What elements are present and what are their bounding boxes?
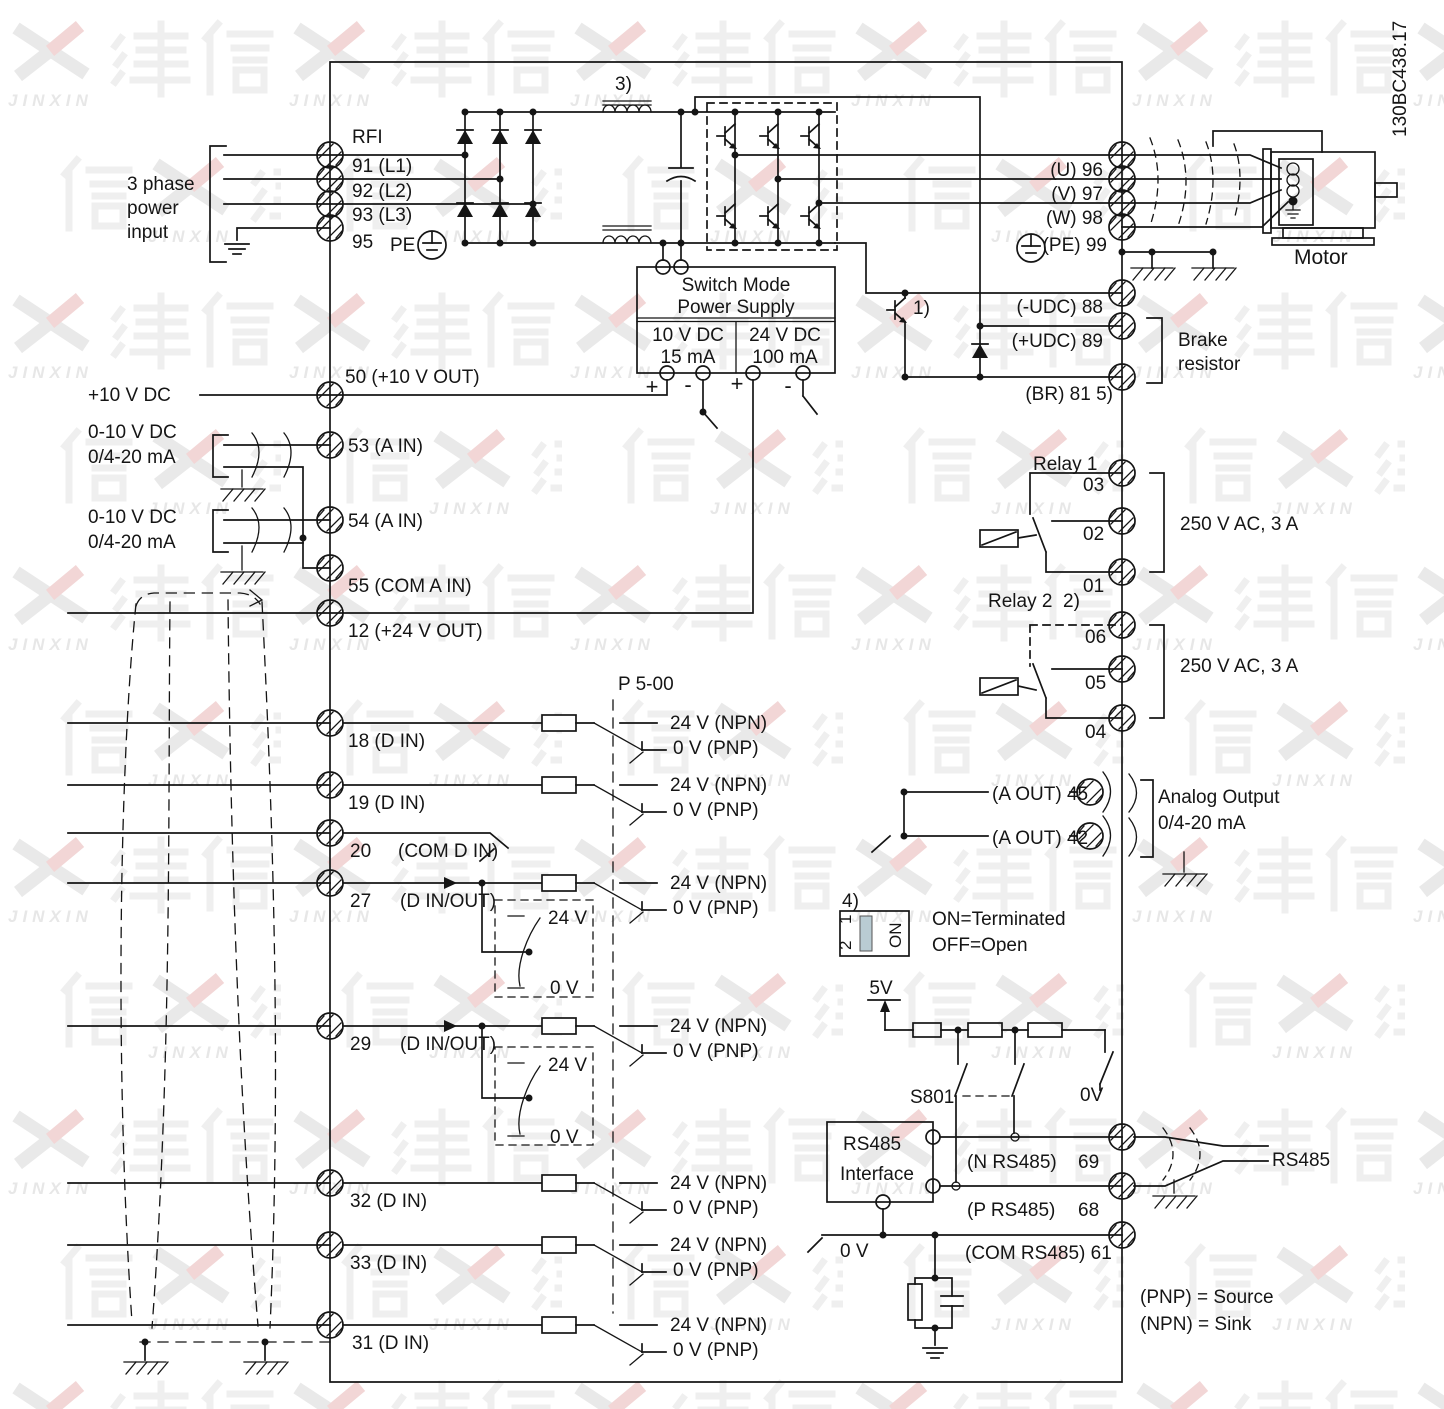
svg-text:15 mA: 15 mA (660, 347, 716, 368)
relay2-coil (980, 678, 1018, 695)
svg-text:24 V (NPN): 24 V (NPN) (670, 1235, 768, 1256)
svg-text:24 V DC: 24 V DC (749, 325, 821, 346)
rs485-bus-label: RS485 (1272, 1150, 1331, 1171)
analog-output-label: Analog Output (1158, 787, 1280, 808)
label-92: 92 (L2) (352, 181, 413, 202)
svg-text:0 V: 0 V (550, 978, 579, 999)
svg-text:68: 68 (1078, 1200, 1100, 1221)
legend-pnp: (PNP) = Source (1140, 1287, 1274, 1308)
svg-text:power: power (127, 198, 179, 219)
label-12: 12 (+24 V OUT) (348, 621, 483, 642)
svg-text:03: 03 (1083, 475, 1105, 496)
label-81: (BR) 81 5) (1025, 384, 1113, 405)
label-20: 20 (350, 841, 372, 862)
pe-symbol-left (418, 231, 446, 259)
relay1-label: Relay 1 (1033, 454, 1098, 475)
label-n-rs485: (N RS485) (967, 1152, 1057, 1173)
svg-text:resistor: resistor (1178, 354, 1241, 375)
svg-text:24 V (NPN): 24 V (NPN) (670, 775, 768, 796)
svg-text:0/4-20 mA: 0/4-20 mA (88, 532, 176, 553)
label-42: (A OUT) 42 (992, 828, 1089, 849)
rfi-label: RFI (352, 127, 383, 148)
svg-text:0 V (PNP): 0 V (PNP) (673, 738, 759, 759)
svg-text:Power Supply: Power Supply (677, 297, 795, 318)
label-95: 95 (352, 232, 374, 253)
smps-title: Switch Mode (681, 275, 791, 296)
label-53: 53 (A IN) (348, 436, 423, 457)
label-p-rs485: (P RS485) (967, 1200, 1056, 1221)
svg-text:24 V (NPN): 24 V (NPN) (670, 873, 768, 894)
svg-text:100 mA: 100 mA (752, 347, 818, 368)
svg-text:-: - (684, 372, 692, 397)
brake-resistor-label: Brake (1178, 330, 1228, 351)
svg-text:0-10 V DC: 0-10 V DC (88, 422, 177, 443)
label-pe: PE (390, 235, 416, 256)
label-96: (U) 96 (1050, 160, 1103, 181)
svg-text:24 V (NPN): 24 V (NPN) (670, 1315, 768, 1336)
svg-text:24 V (NPN): 24 V (NPN) (670, 1016, 768, 1037)
svg-text:24 V: 24 V (548, 908, 588, 929)
label-19: 19 (D IN) (348, 793, 426, 814)
svg-text:69: 69 (1078, 1152, 1100, 1173)
label-29: 29 (350, 1034, 372, 1055)
svg-text:05: 05 (1085, 673, 1107, 694)
svg-text:24 V: 24 V (548, 1055, 588, 1076)
note-1: 1) (913, 298, 930, 319)
rs485-interface-label: RS485 (843, 1134, 902, 1155)
svg-text:0 V (PNP): 0 V (PNP) (673, 1340, 759, 1361)
label-99: (PE) 99 (1042, 235, 1107, 256)
svg-text:0/4-20 mA: 0/4-20 mA (88, 447, 176, 468)
legend-npn: (NPN) = Sink (1140, 1314, 1252, 1335)
svg-text:0/4-20 mA: 0/4-20 mA (1158, 813, 1246, 834)
svg-text:02: 02 (1083, 524, 1105, 545)
label-54: 54 (A IN) (348, 511, 423, 532)
svg-text:0 V (PNP): 0 V (PNP) (673, 1041, 759, 1062)
svg-text:10 V DC: 10 V DC (652, 325, 724, 346)
svg-text:(D IN/OUT): (D IN/OUT) (400, 1034, 497, 1055)
note-2: 2) (1063, 591, 1080, 612)
termination-off-label: OFF=Open (932, 935, 1028, 956)
svg-text:06: 06 (1085, 627, 1107, 648)
label-88: (-UDC) 88 (1016, 297, 1103, 318)
label-93: 93 (L3) (352, 205, 413, 226)
label-33: 33 (D IN) (350, 1253, 428, 1274)
note-3: 3) (615, 74, 632, 95)
label-5v: 5V (869, 978, 893, 999)
svg-text:Interface: Interface (840, 1164, 914, 1185)
svg-text:+: + (730, 371, 744, 396)
svg-text:2: 2 (836, 940, 855, 950)
param-label: P 5-00 (618, 674, 674, 695)
label-97: (V) 97 (1051, 184, 1103, 205)
svg-text:24 V (NPN): 24 V (NPN) (670, 713, 768, 734)
svg-text:04: 04 (1085, 722, 1107, 743)
svg-text:(D IN/OUT): (D IN/OUT) (400, 891, 497, 912)
svg-text:-: - (784, 373, 792, 398)
note-4: 4) (842, 891, 859, 912)
relay1-coil (980, 530, 1018, 547)
label-32: 32 (D IN) (350, 1191, 428, 1212)
label-0v-term: 0V (1080, 1085, 1104, 1106)
label-55: 55 (COM A IN) (348, 576, 472, 597)
label-91: 91 (L1) (352, 156, 413, 177)
label-45: (A OUT) 45 (992, 784, 1089, 805)
pe-symbol-right (1017, 234, 1045, 262)
label-50: 50 (+10 V OUT) (345, 367, 480, 388)
svg-text:+: + (645, 374, 659, 399)
svg-text:01: 01 (1083, 576, 1105, 597)
doc-code: 130BC438.17 (1390, 20, 1411, 137)
svg-text:0 V: 0 V (550, 1127, 579, 1148)
svg-text:0-10 V DC: 0-10 V DC (88, 507, 177, 528)
relay1-rating: 250 V AC, 3 A (1180, 514, 1299, 535)
label-98: (W) 98 (1046, 208, 1103, 229)
svg-text:0 V (PNP): 0 V (PNP) (673, 1260, 759, 1281)
label-31: 31 (D IN) (352, 1333, 430, 1354)
relay2-label: Relay 2 (988, 591, 1053, 612)
svg-text:(COM D IN): (COM D IN) (398, 841, 499, 862)
svg-text:ON: ON (886, 922, 905, 948)
svg-text:0 V (PNP): 0 V (PNP) (673, 898, 759, 919)
label-18: 18 (D IN) (348, 731, 426, 752)
plus10v-label: +10 V DC (88, 385, 171, 406)
label-27: 27 (350, 891, 372, 912)
power-input-label: 3 phase (127, 174, 195, 195)
svg-text:1: 1 (836, 914, 855, 924)
termination-on-label: ON=Terminated (932, 909, 1066, 930)
svg-text:0 V (PNP): 0 V (PNP) (673, 1198, 759, 1219)
label-89: (+UDC) 89 (1011, 331, 1103, 352)
svg-text:0 V (PNP): 0 V (PNP) (673, 800, 759, 821)
motor-label: Motor (1294, 246, 1348, 269)
svg-text:input: input (127, 222, 169, 243)
label-s801: S801 (910, 1087, 955, 1108)
relay2-rating: 250 V AC, 3 A (1180, 656, 1299, 677)
svg-text:24 V (NPN): 24 V (NPN) (670, 1173, 768, 1194)
label-0v: 0 V (840, 1241, 869, 1262)
dip-slider[interactable] (860, 916, 872, 951)
label-com-rs485: (COM RS485) 61 (965, 1243, 1112, 1264)
